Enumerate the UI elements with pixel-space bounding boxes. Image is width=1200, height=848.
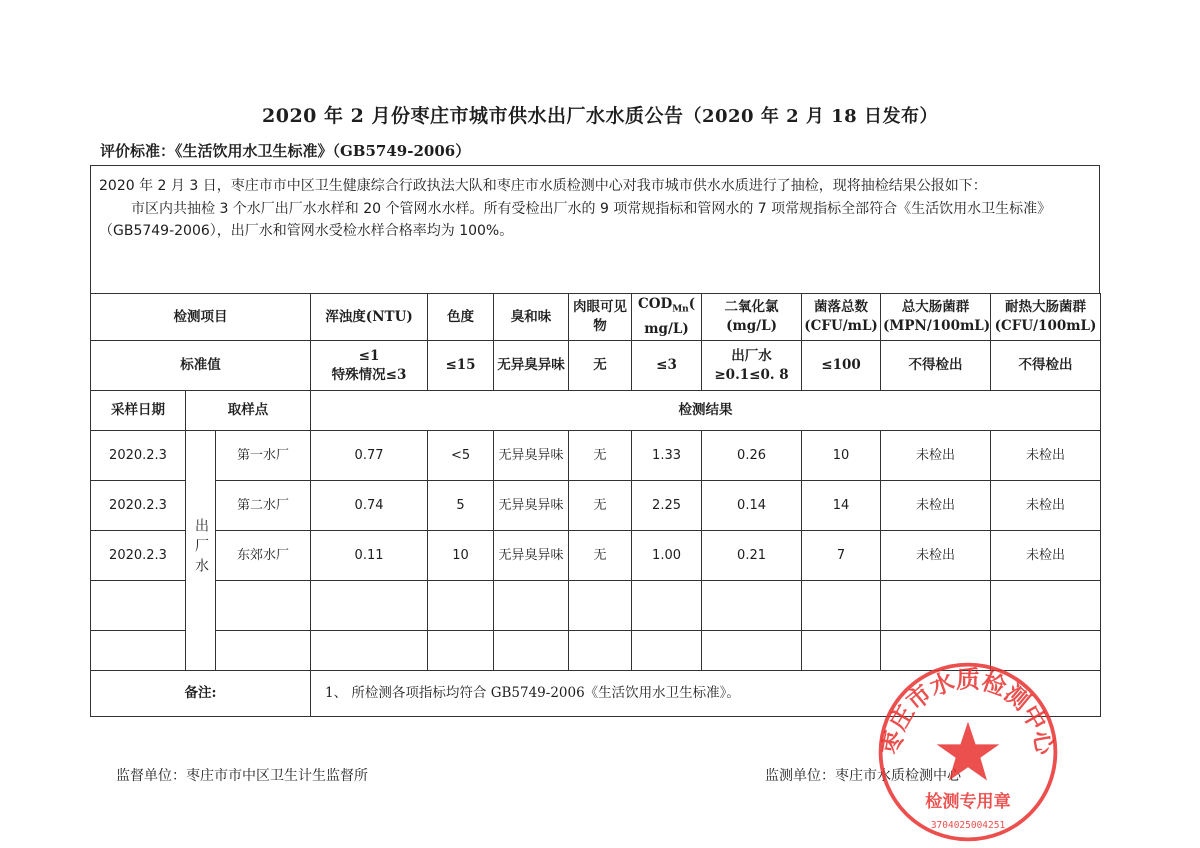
table-row <box>91 431 1101 481</box>
intro-paragraph-2: 市区内共抽检 3 个水厂出厂水水样和 20 个管网水水样。所有受检出厂水的 9 项常规指标和管网水的 7 项常规指标全部符合《生活饮用水卫生标准》（GB5749-2006），出厂水和管网水受检水样合格率均为 100%。 <box>99 200 1052 239</box>
star-icon <box>937 722 1000 781</box>
seal-number: 3704025004251 <box>930 820 1006 831</box>
row-point: 东郊水厂 <box>216 531 311 581</box>
results-table <box>90 293 1101 717</box>
row-cod: 1.33 <box>632 431 702 481</box>
row-colony: 7 <box>802 531 881 581</box>
empty-row <box>91 581 1101 631</box>
row-odor: 无异臭异味 <box>494 431 569 481</box>
row-turbidity: 0.77 <box>311 431 428 481</box>
remarks-label: 备注: <box>91 671 311 717</box>
row-cod: 2.25 <box>632 481 702 531</box>
intro-paragraph-1: 2020 年 2 月 3 日，枣庄市市中区卫生健康综合行政执法大队和枣庄市水质检测中心对我市城市供水水质进行了抽检，现将抽检结果公报如下： <box>99 178 987 194</box>
row-odor: 无异臭异味 <box>494 481 569 531</box>
row-chlorine-dioxide: 0.14 <box>702 481 802 531</box>
header-item: 检测项目 <box>91 294 311 341</box>
row-colony: 10 <box>802 431 881 481</box>
row-date: 2020.2.3 <box>91 481 186 531</box>
row-thermo-coliform: 未检出 <box>991 481 1101 531</box>
page-title <box>0 101 1200 128</box>
group-label-cell <box>186 431 216 671</box>
standard-colony: ≤100 <box>802 341 881 391</box>
group-label: 出厂水 <box>193 517 209 578</box>
remarks-text: 1、 所检测各项指标均符合 GB5749-2006《生活饮用水卫生标准》。 <box>311 671 1101 717</box>
row-cod: 1.00 <box>632 531 702 581</box>
standard-row <box>91 341 1101 391</box>
header-coliform: 总大肠菌群 (MPN/100mL) <box>881 294 991 341</box>
row-visible: 无 <box>569 431 632 481</box>
row-chlorine-dioxide: 0.21 <box>702 531 802 581</box>
official-seal <box>873 657 1063 847</box>
row-turbidity: 0.11 <box>311 531 428 581</box>
sampling-date-label: 采样日期 <box>91 391 186 431</box>
standard-visible: 无 <box>569 341 632 391</box>
table-row <box>91 531 1101 581</box>
row-color: <5 <box>428 431 494 481</box>
row-coliform: 未检出 <box>881 431 991 481</box>
evaluation-standard: 评价标准：《生活饮用水卫生标准》（GB5749-2006） <box>100 142 471 160</box>
table-row <box>91 481 1101 531</box>
row-thermo-coliform: 未检出 <box>991 431 1101 481</box>
row-visible: 无 <box>569 531 632 581</box>
row-coliform: 未检出 <box>881 531 991 581</box>
row-color: 5 <box>428 481 494 531</box>
row-colony: 14 <box>802 481 881 531</box>
seal-arc-text: 枣庄市水质检测中心 <box>876 665 1060 757</box>
header-row <box>91 294 1101 341</box>
testing-unit: 监测单位：枣庄市水质检测中心 <box>765 768 961 784</box>
header-colony: 菌落总数 (CFU/mL) <box>802 294 881 341</box>
row-color: 10 <box>428 531 494 581</box>
row-turbidity: 0.74 <box>311 481 428 531</box>
standard-turbidity: ≤1 特殊情况≤3 <box>311 341 428 391</box>
title-main: 2020 年 2 月份枣庄市城市供水出厂水水质公告 <box>262 105 684 127</box>
standard-odor: 无异臭异味 <box>494 341 569 391</box>
header-turbidity: 浑浊度(NTU) <box>311 294 428 341</box>
standard-thermo-coliform: 不得检出 <box>991 341 1101 391</box>
seal-label: 检测专用章 <box>925 792 1011 813</box>
header-cod: $COD_{Mn}$( mg/L) <box>632 294 702 341</box>
supervisor-unit: 监督单位：枣庄市市中区卫生计生监督所 <box>116 768 368 784</box>
title-issue-date: （2020 年 2 月 18 日发布） <box>683 106 938 127</box>
row-point: 第一水厂 <box>216 431 311 481</box>
subheader-row <box>91 391 1101 431</box>
header-odor: 臭和味 <box>494 294 569 341</box>
row-odor: 无异臭异味 <box>494 531 569 581</box>
standard-coliform: 不得检出 <box>881 341 991 391</box>
results-label: 检测结果 <box>311 391 1101 431</box>
row-thermo-coliform: 未检出 <box>991 531 1101 581</box>
header-color: 色度 <box>428 294 494 341</box>
row-chlorine-dioxide: 0.26 <box>702 431 802 481</box>
sampling-point-label: 取样点 <box>186 391 311 431</box>
intro-box <box>90 165 1100 293</box>
standard-color: ≤15 <box>428 341 494 391</box>
standard-label: 标准值 <box>91 341 311 391</box>
header-visible: 肉眼可见物 <box>569 294 632 341</box>
standard-cod: ≤3 <box>632 341 702 391</box>
row-point: 第二水厂 <box>216 481 311 531</box>
row-coliform: 未检出 <box>881 481 991 531</box>
header-chlorine-dioxide: 二氧化氯 (mg/L) <box>702 294 802 341</box>
header-thermo-coliform: 耐热大肠菌群 (CFU/100mL) <box>991 294 1101 341</box>
row-date: 2020.2.3 <box>91 431 186 481</box>
row-visible: 无 <box>569 481 632 531</box>
standard-chlorine-dioxide: 出厂水 ≥0.1≤0. 8 <box>702 341 802 391</box>
row-date: 2020.2.3 <box>91 531 186 581</box>
